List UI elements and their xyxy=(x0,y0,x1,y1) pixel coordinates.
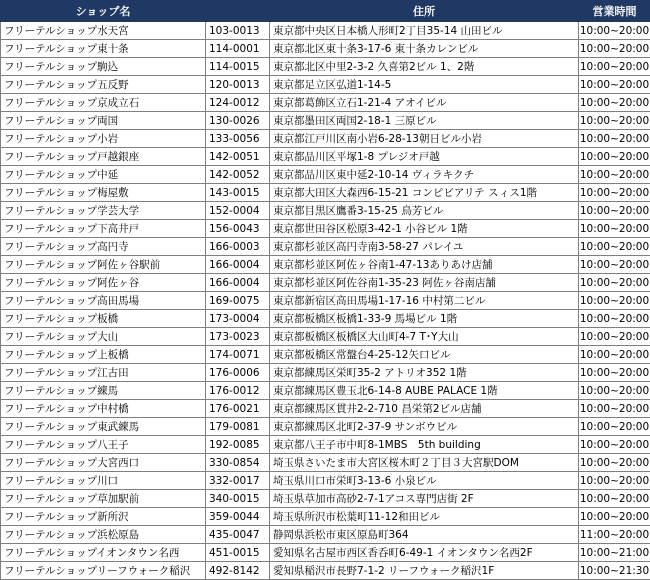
address-cell: 東京都練馬区豊玉北6-14-8 AUBE PALACE 1階 xyxy=(270,382,579,400)
shop-name-cell: フリーテルショップ両国 xyxy=(1,112,206,130)
address-cell: 埼玉県所沢市松葉町11-12和田ビル xyxy=(270,508,579,526)
hours-cell: 10:00~20:00 xyxy=(579,256,650,274)
address-cell: 東京都北区中里2-3-2 久喜第2ビル 1、2階 xyxy=(270,58,579,76)
postal-code-cell: 166-0004 xyxy=(206,256,270,274)
table-row xyxy=(1,364,650,382)
address-cell: 東京都目黒区鷹番3-15-25 鳥芳ビル xyxy=(270,202,579,220)
hours-cell: 10:00~20:00 xyxy=(579,292,650,310)
shop-name-cell: フリーテルショップ梅屋敷 xyxy=(1,184,206,202)
table-row xyxy=(1,94,650,112)
address-cell: 東京都江戸川区南小岩6-28-13朝日ビル小岩 xyxy=(270,130,579,148)
postal-code-cell: 330-0854 xyxy=(206,454,270,472)
table-row xyxy=(1,166,650,184)
address-cell: 東京都品川区平塚1-8 プレジオ戸越 xyxy=(270,148,579,166)
shop-name-cell: フリーテルショップイオンタウン名西 xyxy=(1,544,206,562)
postal-code-cell: 133-0056 xyxy=(206,130,270,148)
hours-cell: 10:00~20:00 xyxy=(579,40,650,58)
hours-cell: 10:00~21:00 xyxy=(579,544,650,562)
hours-cell: 10:00~20:00 xyxy=(579,22,650,40)
address-cell: 東京都新宿区高田馬場1-17-16 中村第二ビル xyxy=(270,292,579,310)
header-postal-code xyxy=(206,1,270,22)
table-row xyxy=(1,274,650,292)
address-cell: 東京都葛飾区立石1-21-4 アオイビル xyxy=(270,94,579,112)
hours-cell: 10:00~20:00 xyxy=(579,364,650,382)
address-cell: 埼玉県さいたま市大宮区桜木町２丁目３大宮駅DOM xyxy=(270,454,579,472)
address-cell: 東京都大田区大森西6-15-21 コンピビアリテ スィス1階 xyxy=(270,184,579,202)
hours-cell: 10:00~20:00 xyxy=(579,220,650,238)
shop-name-cell: フリーテルショップ中村橋 xyxy=(1,400,206,418)
hours-cell: 10:00~20:00 xyxy=(579,76,650,94)
address-cell: 静岡県浜松市東区原島町364 xyxy=(270,526,579,544)
postal-code-cell: 192-0085 xyxy=(206,436,270,454)
shop-name-cell: フリーテルショップ高田馬場 xyxy=(1,292,206,310)
postal-code-cell: 176-0006 xyxy=(206,364,270,382)
hours-cell: 10:00~20:00 xyxy=(579,400,650,418)
shop-name-cell: フリーテルショップ江古田 xyxy=(1,364,206,382)
table-row xyxy=(1,526,650,544)
shop-name-cell: フリーテルショップ草加駅前 xyxy=(1,490,206,508)
postal-code-cell: 142-0051 xyxy=(206,148,270,166)
hours-cell: 10:00~20:00 xyxy=(579,310,650,328)
shop-name-cell: フリーテルショップ高円寺 xyxy=(1,238,206,256)
hours-cell: 10:00~20:00 xyxy=(579,454,650,472)
table-row xyxy=(1,346,650,364)
shop-name-cell: フリーテルショップ学芸大学 xyxy=(1,202,206,220)
shop-name-cell: フリーテルショップ小岩 xyxy=(1,130,206,148)
header-address: 住所 xyxy=(270,1,579,22)
shop-name-cell: フリーテルショップ板橋 xyxy=(1,310,206,328)
shop-name-cell: フリーテルショップ駒込 xyxy=(1,58,206,76)
postal-code-cell: 176-0021 xyxy=(206,400,270,418)
postal-code-cell: 340-0015 xyxy=(206,490,270,508)
table-body xyxy=(1,22,650,580)
hours-cell: 10:00~20:00 xyxy=(579,238,650,256)
postal-code-cell: 166-0003 xyxy=(206,238,270,256)
postal-code-cell: 173-0023 xyxy=(206,328,270,346)
address-cell: 埼玉県川口市栄町3-13-6 小泉ビル xyxy=(270,472,579,490)
postal-code-cell: 332-0017 xyxy=(206,472,270,490)
address-cell: 東京都練馬区栄町35-2 アトリオ352 1階 xyxy=(270,364,579,382)
table-row xyxy=(1,40,650,58)
table-row xyxy=(1,508,650,526)
shop-name-cell: フリーテルショップ東武練馬 xyxy=(1,418,206,436)
shop-name-cell: フリーテルショップ新所沢 xyxy=(1,508,206,526)
address-cell: 愛知県名古屋市西区香呑町6-49-1 イオンタウン名西2F xyxy=(270,544,579,562)
hours-cell: 10:00~20:00 xyxy=(579,418,650,436)
postal-code-cell: 156-0043 xyxy=(206,220,270,238)
hours-cell: 10:00~20:00 xyxy=(579,184,650,202)
address-cell: 愛知県稲沢市長野7-1-2 リーフウォーク稲沢1F xyxy=(270,562,579,580)
postal-code-cell: 166-0004 xyxy=(206,274,270,292)
hours-cell: 10:00~20:00 xyxy=(579,274,650,292)
postal-code-cell: 114-0001 xyxy=(206,40,270,58)
address-cell: 東京都練馬区貫井2-2-710 昌栄第2ビル店舗 xyxy=(270,400,579,418)
table-row xyxy=(1,310,650,328)
shop-name-cell: フリーテルショップ八王子 xyxy=(1,436,206,454)
shop-name-cell: フリーテルショップ水天宮 xyxy=(1,22,206,40)
header-shop-name: ショップ名 xyxy=(1,1,206,22)
table-row xyxy=(1,418,650,436)
postal-code-cell: 130-0026 xyxy=(206,112,270,130)
shop-name-cell: フリーテルショップ阿佐ヶ谷 xyxy=(1,274,206,292)
address-cell: 東京都中央区日本橋人形町2丁目35-14 山田ビル xyxy=(270,22,579,40)
hours-cell: 10:00~21:30 xyxy=(579,562,650,580)
postal-code-cell: 173-0004 xyxy=(206,310,270,328)
table-row xyxy=(1,544,650,562)
table-row xyxy=(1,328,650,346)
hours-cell: 10:00~20:00 xyxy=(579,472,650,490)
hours-cell: 10:00~20:00 xyxy=(579,436,650,454)
postal-code-cell: 143-0015 xyxy=(206,184,270,202)
table-row xyxy=(1,382,650,400)
postal-code-cell: 179-0081 xyxy=(206,418,270,436)
postal-code-cell: 152-0004 xyxy=(206,202,270,220)
postal-code-cell: 120-0013 xyxy=(206,76,270,94)
postal-code-cell: 359-0044 xyxy=(206,508,270,526)
table-row xyxy=(1,220,650,238)
shop-name-cell: フリーテルショップリーフウォーク稲沢 xyxy=(1,562,206,580)
address-cell: 東京都墨田区両国2-18-1 三原ビル xyxy=(270,112,579,130)
hours-cell: 10:00~20:00 xyxy=(579,382,650,400)
table-row xyxy=(1,22,650,40)
address-cell: 東京都八王子市中町8-1MBS 5th building xyxy=(270,436,579,454)
postal-code-cell: 492-8142 xyxy=(206,562,270,580)
postal-code-cell: 451-0015 xyxy=(206,544,270,562)
hours-cell: 10:00~20:00 xyxy=(579,508,650,526)
shop-name-cell: フリーテルショップ五反野 xyxy=(1,76,206,94)
address-cell: 東京都杉並区阿佐ヶ谷南1-47-13ありあけ店舗 xyxy=(270,256,579,274)
postal-code-cell: 114-0015 xyxy=(206,58,270,76)
shop-name-cell: フリーテルショップ大宮西口 xyxy=(1,454,206,472)
address-cell: 東京都世田谷区松原3-42-1 小谷ビル 1階 xyxy=(270,220,579,238)
table-row xyxy=(1,148,650,166)
address-cell: 東京都杉並区高円寺南3-58-27 パレイユ xyxy=(270,238,579,256)
table-row xyxy=(1,58,650,76)
hours-cell: 10:00~20:00 xyxy=(579,94,650,112)
header-business-hours: 営業時間 xyxy=(579,1,650,22)
address-cell: 東京都北区東十条3-17-6 東十条カレンビル xyxy=(270,40,579,58)
shop-name-cell: フリーテルショップ下高井戸 xyxy=(1,220,206,238)
shop-name-cell: フリーテルショップ京成立石 xyxy=(1,94,206,112)
hours-cell: 10:00~20:00 xyxy=(579,202,650,220)
address-cell: 東京都品川区東中延2-10-14 ヴィラキクチ xyxy=(270,166,579,184)
shop-name-cell: フリーテルショップ川口 xyxy=(1,472,206,490)
address-cell: 東京都足立区弘道1-14-5 xyxy=(270,76,579,94)
table-row xyxy=(1,472,650,490)
table-row xyxy=(1,112,650,130)
hours-cell: 10:00~20:00 xyxy=(579,490,650,508)
shop-name-cell: フリーテルショップ戸越銀座 xyxy=(1,148,206,166)
shop-name-cell: フリーテルショップ阿佐ヶ谷駅前 xyxy=(1,256,206,274)
postal-code-cell: 435-0047 xyxy=(206,526,270,544)
table-row xyxy=(1,562,650,580)
table-row xyxy=(1,184,650,202)
postal-code-cell: 169-0075 xyxy=(206,292,270,310)
address-cell: 埼玉県草加市高砂2-7-1アコス専門店街 2F xyxy=(270,490,579,508)
shop-name-cell: フリーテルショップ中延 xyxy=(1,166,206,184)
postal-code-cell: 124-0012 xyxy=(206,94,270,112)
hours-cell: 10:00~20:00 xyxy=(579,148,650,166)
table-row xyxy=(1,454,650,472)
hours-cell: 10:00~20:00 xyxy=(579,166,650,184)
postal-code-cell: 176-0012 xyxy=(206,382,270,400)
address-cell: 東京都杉並区阿佐谷南1-35-23 阿佐ヶ谷南店舗 xyxy=(270,274,579,292)
address-cell: 東京都練馬区北町2-37-9 サンボウビル xyxy=(270,418,579,436)
table-row xyxy=(1,202,650,220)
table-row xyxy=(1,130,650,148)
shop-name-cell: フリーテルショップ練馬 xyxy=(1,382,206,400)
shop-name-cell: フリーテルショップ浜松原島 xyxy=(1,526,206,544)
postal-code-cell: 174-0071 xyxy=(206,346,270,364)
hours-cell: 10:00~20:00 xyxy=(579,112,650,130)
hours-cell: 10:00~20:00 xyxy=(579,58,650,76)
hours-cell: 10:00~20:00 xyxy=(579,328,650,346)
table-row xyxy=(1,292,650,310)
address-cell: 東京都板橋区板橋1-33-9 馬場ビル 1階 xyxy=(270,310,579,328)
postal-code-cell: 142-0052 xyxy=(206,166,270,184)
table-row xyxy=(1,238,650,256)
table-row xyxy=(1,400,650,418)
table-row xyxy=(1,436,650,454)
address-cell: 東京都板橋区常盤台4-25-12矢口ビル xyxy=(270,346,579,364)
table-header-row xyxy=(1,1,650,22)
hours-cell: 11:00~20:00 xyxy=(579,526,650,544)
table-row xyxy=(1,256,650,274)
shop-name-cell: フリーテルショップ東十条 xyxy=(1,40,206,58)
table-row xyxy=(1,76,650,94)
shop-name-cell: フリーテルショップ上板橋 xyxy=(1,346,206,364)
shop-name-cell: フリーテルショップ大山 xyxy=(1,328,206,346)
hours-cell: 10:00~20:00 xyxy=(579,130,650,148)
hours-cell: 10:00~20:00 xyxy=(579,346,650,364)
address-cell: 東京都板橋区板橋区大山町4-7 T･Y大山 xyxy=(270,328,579,346)
table-row xyxy=(1,490,650,508)
postal-code-cell: 103-0013 xyxy=(206,22,270,40)
